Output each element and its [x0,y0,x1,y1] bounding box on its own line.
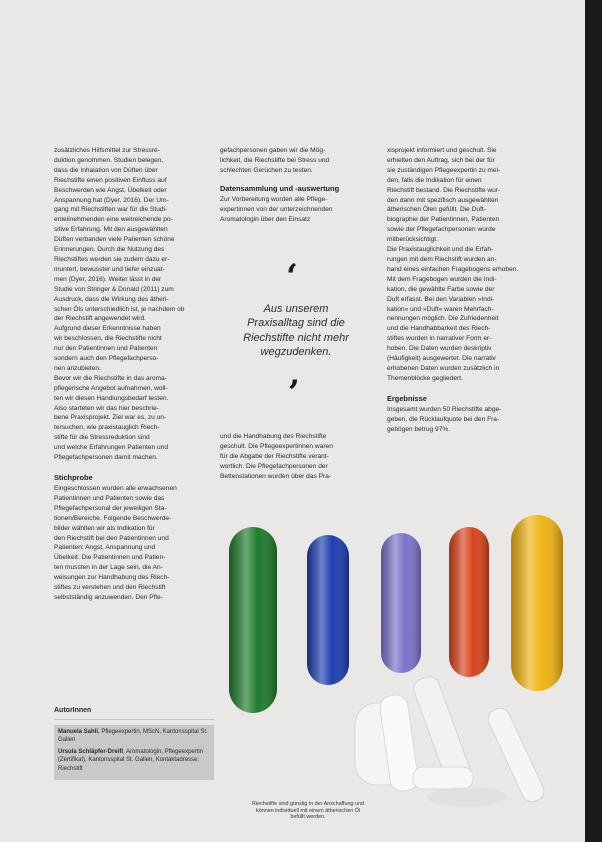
text-line: Anspannung hat (Dyer, 2016). Der Um- [54,196,169,204]
text-line: stiftes zu verstehen und den Riechstift [54,584,166,592]
author-details: , Pflegeexpertin, MScN, Kantonsspital St. Gallen [58,728,208,743]
text-line: Also starteten wir das hier beschrie- [54,404,159,412]
sniff-stick-shine [307,535,349,685]
text-line: ten wir diesen Handlungsbedarf testen. [54,394,169,402]
text-line: den Riechstift bei den Patientinnen und [54,534,169,542]
text-line: ätherischen Ölen gefüllt. Die Duft- [387,206,486,214]
text-line: men (Dyer, 2016). Weiter lässt in der [54,275,162,283]
sniff-stick-shine [381,533,421,673]
text-line: Patientinnen und Patienten sowie das [54,494,165,502]
pull-quote: Aus unserem Praxisalltag sind die Riechstifte nicht mehr wegzudenken. [243,303,349,358]
text-line: nen anzubieten. [54,364,101,372]
text-line: wortlich. Die Pflegefachpersonen der [220,462,328,470]
text-line: Riechstifte einen positiven Einfluss auf [54,176,167,184]
text-line: Erinnerungen. Durch die Nutzung des [54,246,165,254]
text-line: Pflegefachpersonal der jeweiligen Sta- [54,504,167,512]
text-line: schen Öls unterschiedlich ist, je nachdem ob [54,305,185,313]
text-line: den dann mit spezifisch ausgewählten [387,196,499,204]
sniff-stick-shine [229,527,277,713]
text-line: muntert, bewusster und tiefer einzuat- [54,265,165,273]
authors-heading: AutorInnen [54,705,214,720]
text-line: sie zuständigen Pflegeexpertin zu mel- [387,166,501,174]
text-line: duktion genommen. Studien belegen, [54,156,164,164]
text-line: biographie der Patientinnen, Patienten [387,216,500,224]
text-line: nennungen möglich. Die Zufriedenheit [387,315,499,323]
text-line: Themenblöcke gegliedert. [387,374,463,382]
text-line: der Riechstift angewendet wird. [54,315,146,323]
authors-box [54,705,214,780]
text-line: den, falls die Indikation für einen [387,176,482,184]
text-line: weisungen zur Handhabung des Riech- [54,574,170,582]
text-line: Ausdruck, dass die Wirkung des ätheri- [54,295,169,303]
text-line: Riechstift bestand. Die Riechstifte wur- [387,186,501,194]
text-line: nur den Patientinnen und Patienten [54,345,158,353]
column-3-body [387,146,537,384]
column-2-continued-body [220,432,372,482]
text-line: selbstständig anzuwenden. Den Pfle- [54,593,163,601]
text-line: Düften verbanden viele Patienten schöne [54,236,175,244]
text-line: kation, die gewählte Farbe sowie der [387,285,495,293]
column-1-body [54,146,204,463]
text-line: zusätzliches Hilfsmittel zur Stressre- [54,147,160,154]
text-line: xisprojekt informiert und geschult. Sie [387,147,497,154]
text-line: Bevor wir die Riechstifte in das aroma- [54,374,167,382]
text-line: geben, die Rücklaufquote bei den Fra- [387,415,500,423]
text-line: ten mussten in der Lage sein, die An- [54,564,163,572]
text-line: Aufgrund dieser Erkenntnisse haben [54,325,161,333]
photo-caption: Riechstifte sind günstig in der Anschaffung und können individuell mit einem ätherischen Öl befüllt werden. [252,801,364,821]
text-line: Bettenstationen wurden über das Pra- [220,472,332,480]
text-line: und die Handhabbarkeit des Riech- [387,325,491,333]
column-2-continued [220,432,372,482]
author-entry [58,748,210,774]
author-details: , Aromatologin, Pflegeexpertin (Zertifikat), Kantonsspital St. Gallen, Kontaktadresse: Riechstift [58,748,204,772]
text-line: expertinnen von der unterzeichnenden [220,205,333,213]
heading-datensammlung: Datensammlung und -auswertung [220,183,340,193]
text-line: hoben. Die Daten wurden deskriptiv [387,345,492,353]
text-line: Die Praxistauglichkeit und die Erfah- [387,246,494,254]
text-line: lichkeit, die Riechstifte bei Stress und [220,156,330,164]
text-line: Zur Vorbereitung wurden alle Pflege- [220,195,328,203]
text-line: Riechstiftes werden sie zudem dazu er- [54,255,170,263]
text-line: geschult. Die Pflegeexpertinnen waren [220,442,333,450]
heading-stichprobe: Stichprobe [54,473,93,482]
ergebnisse-body [387,405,537,435]
text-line: (Häufigkeit) ausgewertet. Die narrativ [387,355,496,363]
text-line: gang mit Riechstiften war für die Studi- [54,206,168,214]
page-edge [585,0,602,842]
column-2-intro [220,146,372,176]
text-line: mitberücksichtigt. [387,236,438,244]
text-line: Patienten: Angst, Anspannung und [54,544,156,552]
text-line: pflegerische Angebot aufnahmen, woll- [54,384,168,392]
text-line: stiftes wurden in narrativer Form er- [387,335,492,343]
text-line: sowie der Pflegefachpersonen wurde [387,226,496,234]
column-1 [54,146,204,603]
text-line: stifte für die Stressreduktion sind [54,434,150,442]
text-line: tionen/Bereiche. Folgende Beschwerde- [54,514,172,522]
text-line: Eingeschlossen wurden alle erwachsenen [54,485,177,492]
sniff-stick-shine [511,515,563,691]
text-line: Übelkeit. Die Patientinnen und Patien- [54,554,166,562]
text-line: erhielten den Auftrag, sich bei der für [387,156,495,164]
text-line: und welche Erfahrungen Patienten und [54,444,169,452]
text-line: bilder wählten wir als Indikation für [54,524,155,532]
stichprobe-body [54,484,204,603]
text-line: bene Praxisprojekt. Ziel war es, zu un- [54,414,167,422]
text-line: gebögen betrug 97%. [387,425,451,433]
text-line: kation« und »Duft« waren Mehrfach- [387,305,494,313]
column-3 [387,146,537,434]
text-line: wir beschlossen, die Riechstifte nicht [54,335,162,343]
column-2-methods [220,195,372,225]
text-line: Insgesamt wurden 50 Riechstifte abge- [387,405,502,413]
text-line: sondern auch den Pflegefachperso- [54,355,159,363]
text-line: Pflegefachpersonen damit machen. [54,454,158,462]
text-line: Studie von Stringer & Donald (2011) zum [54,285,174,293]
text-line: hand eines einfachen Fragebogens erhoben. [387,265,519,273]
text-line: Aromatologin über den Einsatz [220,215,311,223]
sniff-sticks-photo [215,505,571,835]
authors-list [54,725,214,781]
text-line: erhobenen Daten wurden zusätzlich in [387,364,500,372]
heading-ergebnisse: Ergebnisse [387,393,427,403]
column-2 [220,146,372,224]
text-line: dass die Inhalation von Düften über [54,166,158,174]
text-line: schlechten Gerüchen zu testen. [220,166,313,174]
quote-open-mark: ‘ [286,257,298,297]
text-line: Beschwerden wie Angst, Übelkeit oder [54,186,167,194]
text-line: und die Handhabung des Riechstifte [220,433,327,440]
author-entry [58,728,210,745]
quote-close-mark: ’ [288,373,300,413]
text-line: Mit dem Fragebogen wurden die Indi- [387,275,497,283]
text-line: rungen mit dem Riechstift wurden an- [387,255,497,263]
author-name: Ursula Schläpfer-Dreifl [58,748,124,755]
text-line: gefachpersonen gaben wir die Mög- [220,147,326,154]
text-line: Duft erfasst. Bei den Variablen »Indi- [387,295,495,303]
text-line: tersuchen, wie praxistauglich Riech- [54,424,160,432]
text-line: für die Abgabe der Riechstifte verant- [220,452,329,460]
text-line: sitive Erfahrung. Mit den ausgewählten [54,226,168,234]
sniff-stick-shine [449,527,489,677]
text-line: enteilnehmenden eine weitreichende po- [54,216,173,224]
author-name: Manuela Sahli [58,728,99,735]
